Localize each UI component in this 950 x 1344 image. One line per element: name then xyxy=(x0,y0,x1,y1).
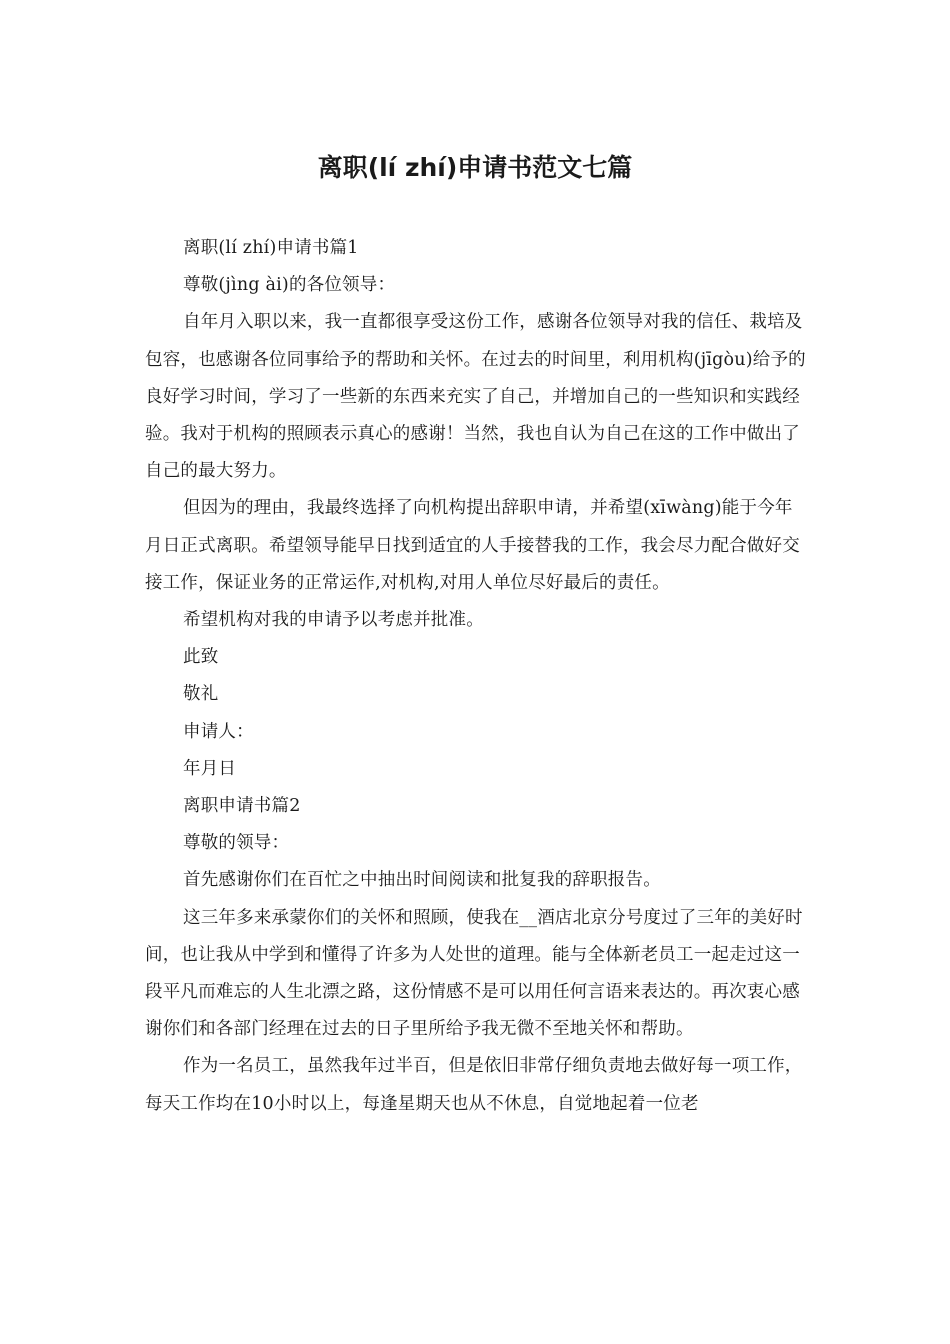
body-paragraph: 自年月入职以来，我一直都很享受这份工作，感谢各位领导对我的信任、栽培及包容，也感谢各位同事给予的帮助和关怀。在过去的时间里，利用机构(jīgòu)给予的良好学习时间，学习了一些新的东西来充实了自己，并增加自己的一些知识和实践经验。我对于机构的照顾表示真心的感谢！当然，我也自认为自己在这的工作中做出了自己的最大努力。 xyxy=(145,312,806,482)
salutation-1: 尊敬(jìng ài)的各位领导： xyxy=(183,275,396,296)
date-line: 年月日 xyxy=(183,758,237,779)
salutation-2: 尊敬的领导： xyxy=(183,833,290,854)
signature-line: 申请人： xyxy=(183,721,254,742)
closing-line: 此致 xyxy=(183,647,219,668)
body-paragraph: 希望机构对我的申请予以考虑并批准。 xyxy=(183,610,484,631)
body-paragraph: 但因为的理由，我最终选择了向机构提出辞职申请，并希望(xīwàng)能于今年月日正式离职。希望领导能早日找到适宜的人手接替我的工作，我会尽力配合做好交接工作，保证业务的正常运作,对机构,对用人单位尽好最后的责任。 xyxy=(145,498,800,593)
section-heading-2: 离职申请书篇2 xyxy=(183,796,301,817)
section-heading-1: 离职(lí zhí)申请书篇1 xyxy=(183,238,359,258)
document-title: 离职(lí zhí)申请书范文七篇 xyxy=(317,153,633,182)
document-body xyxy=(145,230,810,1123)
body-paragraph: 这三年多来承蒙你们的关怀和照顾，使我在__酒店北京分号度过了三年的美好时间，也让我从中学到和懂得了许多为人处世的道理。能与全体新老员工一起走过这一段平凡而难忘的人生北漂之路，这份情感不是可以用任何言语来表达的。再次衷心感谢你们和各部门经理在过去的日子里所给予我无微不至地关怀和帮助。 xyxy=(145,907,803,1040)
closing-line: 敬礼 xyxy=(183,684,219,705)
body-paragraph: 首先感谢你们在百忙之中抽出时间阅读和批复我的辞职报告。 xyxy=(183,870,661,891)
body-paragraph: 作为一名员工，虽然我年过半百，但是依旧非常仔细负责地去做好每一项工作，每天工作均在10小时以上，每逢星期天也从不休息，自觉地起着一位老 xyxy=(145,1056,803,1114)
